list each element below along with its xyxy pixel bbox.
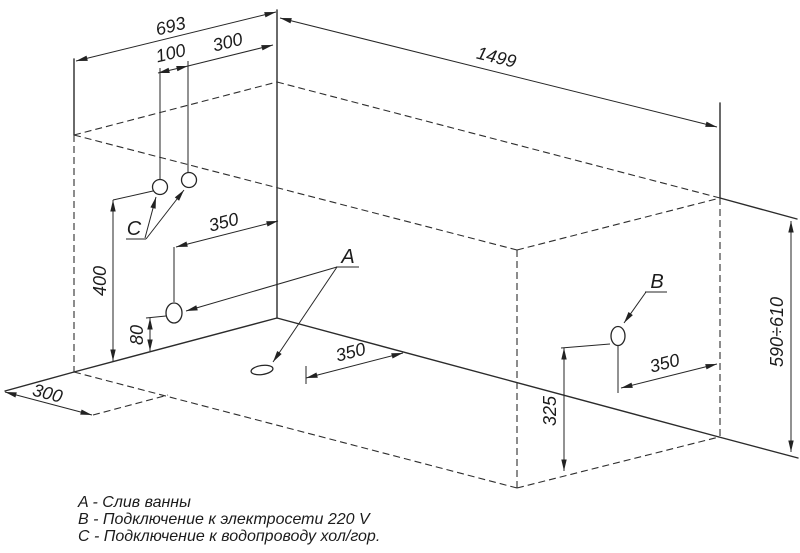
connection-points — [153, 173, 626, 376]
dim-300-top-label: 300 — [210, 28, 245, 56]
hidden-top-right-edge — [517, 198, 720, 250]
hidden-top-back-edge — [277, 82, 720, 198]
dim-350-wall-label: 350 — [206, 208, 241, 236]
leader-c-to-left-hole — [145, 197, 156, 238]
right-wall-top-edge — [720, 198, 797, 219]
dim-300-floor-label: 300 — [30, 379, 65, 407]
hidden-bottom-front-left-edge — [74, 372, 517, 488]
dim-325-label: 325 — [540, 395, 560, 427]
dim-693-label: 693 — [153, 12, 188, 40]
dimension-labels — [30, 13, 787, 426]
dimension-lines — [5, 12, 791, 471]
drain-floor-hole — [250, 364, 273, 376]
power-hole — [611, 327, 625, 346]
label-a: A — [341, 246, 355, 268]
extension-lines — [113, 61, 618, 393]
wireframe-solid-edges — [5, 10, 798, 458]
water-hole-right — [182, 173, 197, 188]
leader-b-to-hole — [624, 292, 646, 323]
dim-80-label: 80 — [127, 324, 147, 346]
dimline-1499 — [280, 18, 717, 127]
ext-400-top — [113, 191, 153, 200]
ext-325-top — [561, 344, 610, 348]
leader-a-to-wall-drain — [186, 267, 337, 311]
ext-80-top — [146, 316, 166, 318]
wireframe-hidden-edges — [74, 82, 720, 488]
dim-590-610-label: 590÷610 — [767, 297, 787, 367]
right-wall-bottom-edge — [719, 437, 798, 458]
leader-a-to-floor-drain — [273, 267, 337, 362]
floor-wall-edge-left — [74, 318, 277, 372]
drain-wall-hole — [166, 303, 182, 323]
dim-100-label: 100 — [153, 39, 188, 67]
dim-350-right-label: 350 — [647, 349, 682, 377]
dimline-100 — [158, 66, 188, 73]
water-hole-left — [153, 180, 168, 195]
floor-wall-edge-right — [277, 318, 719, 437]
dim-1499-label: 1499 — [474, 42, 519, 72]
legend-line-power: B - Подключение к электросети 220 V — [78, 511, 370, 528]
dim-400-label: 400 — [90, 265, 110, 297]
hidden-bottom-front-right-edge — [517, 437, 719, 488]
label-c: C — [126, 218, 142, 240]
legend — [77, 494, 380, 545]
legend-line-drain: A - Слив ванны — [78, 494, 191, 511]
hidden-top-left-edge — [74, 82, 277, 135]
point-labels — [127, 218, 664, 293]
label-b: B — [650, 271, 664, 293]
hidden-floor-strip-edge — [93, 395, 168, 415]
dim-350-floor-label: 350 — [333, 338, 368, 366]
legend-line-water: C - Подключение к водопроводу хол/гор. — [78, 528, 381, 545]
